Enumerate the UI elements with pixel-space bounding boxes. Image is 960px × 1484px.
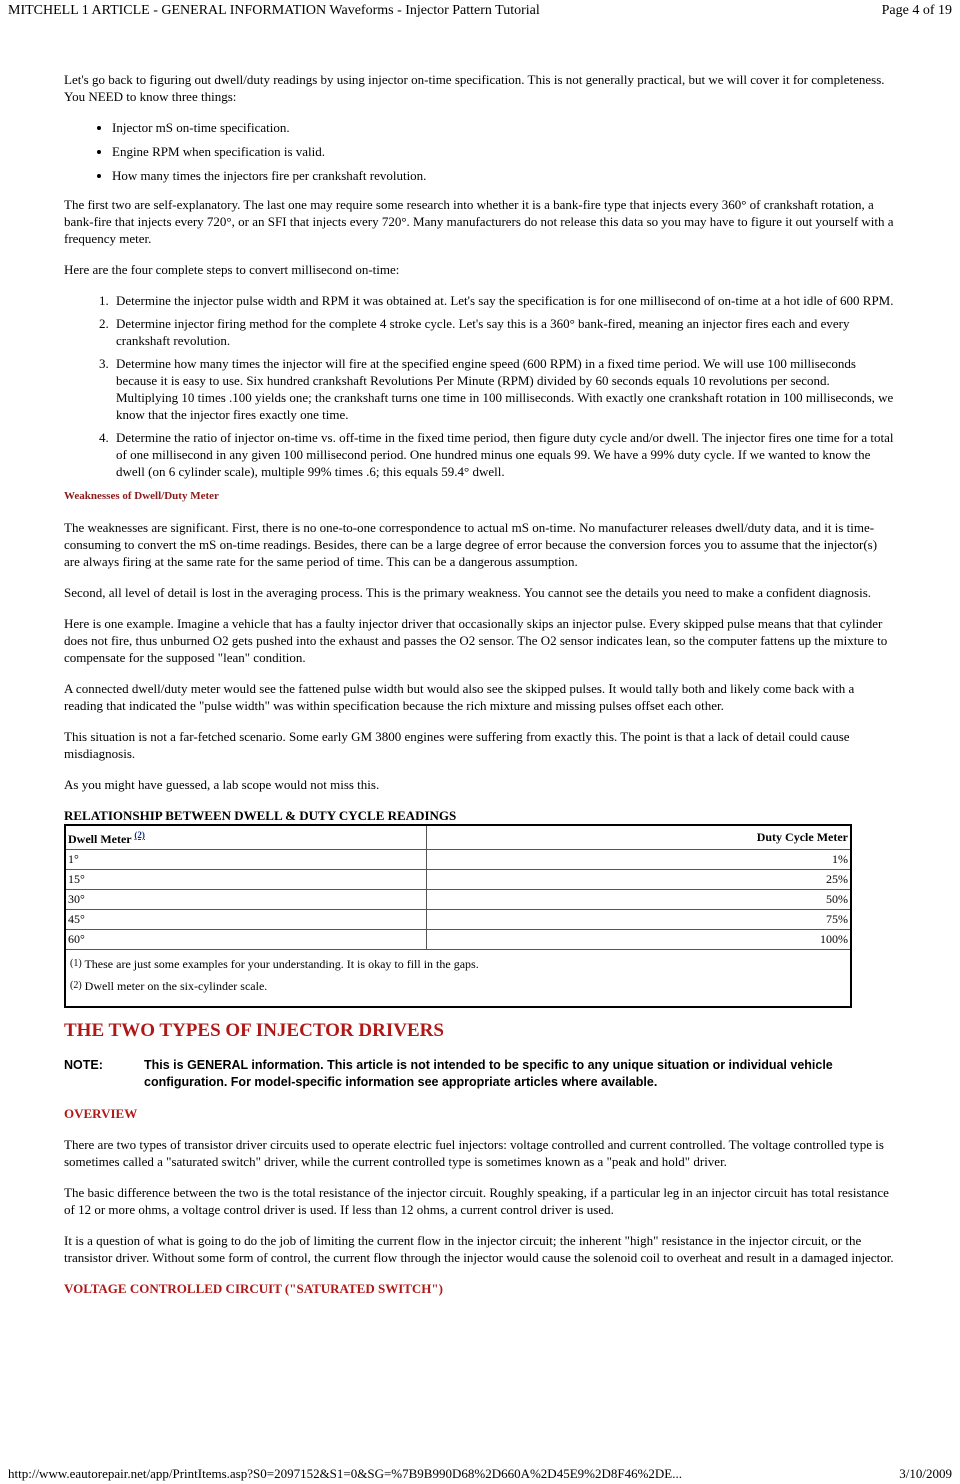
list-item: • Injector mS on-time specification.: [112, 119, 894, 136]
conversion-steps-list: [64, 292, 894, 480]
dwell-cell: 1°: [65, 850, 426, 870]
print-date: 3/10/2009: [899, 1466, 952, 1481]
overview-paragraph: The basic difference between the two is the total resistance of the injector circuit. Roughly speaking, if a particular leg in an injector circuit has total resistance of 12 or more ohms, a voltage control driver is used. If less than 12 ohms, a current control driver is used.: [64, 1185, 889, 1217]
source-url: http://www.eautorepair.net/app/PrintItems.asp?S0=2097152&S1=0&SG=%7B9B990D68%2D660A%2D45E9%2D8F46%2DE...: [8, 1466, 682, 1481]
note-box: [64, 1057, 894, 1091]
note-text: This is GENERAL information. This article is not intended to be specific to any unique situation or individual vehicle configuration. For model-specific information see appropriate articles where available.: [144, 1058, 833, 1089]
list-item: 2. Determine injector firing method for the complete 4 stroke cycle. Let's say this is a 360° bank-fired, meaning an injector fires each and every crankshaft revolution.: [112, 315, 894, 349]
dwell-cell: 30°: [65, 890, 426, 910]
weakness-paragraph: The weaknesses are significant. First, there is no one-to-one correspondence to actual mS on-time. No manufacturer releases dwell/duty data, and it is time-consuming to convert the mS on-time readings. Besides, there can be a large degree of error because the conversion forces you to assume that the injector(s) are always firing at the same rate for the same period of time. This can be a dangerous assumption.: [64, 520, 878, 569]
footnote: $^{(2)}$ Dwell meter on the six-cylinder scale.: [70, 979, 268, 993]
table-row: [65, 850, 851, 870]
explanatory-paragraph: The first two are self-explanatory. The last one may require some research into whether it is a bank-fire type that injects every 360° of crankshaft rotation, a bank-fire that injects every 720°, or an SFI that injects every 720°. Many manufacturers do not release this data so you may have to figure it out yourself with a frequency meter.: [64, 197, 894, 246]
table-row: [65, 890, 851, 910]
dwell-column-header: Dwell Meter $^{(2)}$: [65, 825, 426, 850]
table-header-row: [65, 825, 851, 850]
document-title: MITCHELL 1 ARTICLE - GENERAL INFORMATION Waveforms - Injector Pattern Tutorial: [8, 3, 540, 18]
duty-cell: 25%: [426, 870, 851, 890]
list-item: • Engine RPM when specification is valid.: [112, 143, 894, 160]
weakness-paragraph: Here is one example. Imagine a vehicle that has a faulty injector driver that occasionally skips an injector pulse. Every skipped pulse means that that cylinder does not fire, thus unburned O2 gets pushed into the exhaust and passes the O2 sensor. The O2 sensor indicates lean, so the computer fattens up the mixture to compensate for the supposed "lean" condition.: [64, 616, 888, 665]
table-footnotes: [65, 950, 851, 1008]
voltage-heading: VOLTAGE CONTROLLED CIRCUIT ("SATURATED SWITCH"): [64, 1281, 443, 1296]
weakness-paragraph: This situation is not a far-fetched scenario. Some early GM 3800 engines were suffering from exactly this. The point is that a lack of detail could cause misdiagnosis.: [64, 729, 850, 761]
list-item: 3. Determine how many times the injector will fire at the specified engine speed (600 RPM) in a fixed time period. We will use 100 milliseconds because it is easy to use. Six hundred crankshaft Revolutions Per Minute (RPM) divided by 60 seconds equals 10 revolutions per second. Multiplying 10 times .100 yields one; the crankshaft turns one time in 100 milliseconds. With exactly one crankshaft rotation in 100 milliseconds, we know that the injector fires exactly one time.: [112, 355, 894, 423]
table-row: [65, 870, 851, 890]
duty-cell: 100%: [426, 930, 851, 950]
footnote: $^{(1)}$ These are just some examples for your understanding. It is okay to fill in the gaps.: [70, 957, 479, 971]
weakness-paragraph: As you might have guessed, a lab scope would not miss this.: [64, 777, 380, 792]
dwell-cell: 45°: [65, 910, 426, 930]
page-header: [8, 3, 952, 21]
article-body: [64, 71, 894, 1311]
weakness-paragraph: A connected dwell/duty meter would see the fattened pulse width but would also see the skipped pulses. It would tally both and likely come back with a reading that indicated the "pulse width" was within specification because the rich mixture and missing pulses offset each other.: [64, 681, 855, 713]
steps-intro-paragraph: Here are the four complete steps to convert millisecond on-time:: [64, 262, 400, 277]
overview-paragraph: It is a question of what is going to do the job of limiting the current flow in the injector circuit; the inherent "high" resistance in the injector circuit, or the transistor driver. Without some form of control, the current flow through the injector would cause the solenoid coil to overheat and result in a damaged injector.: [64, 1233, 894, 1265]
list-item: 4. Determine the ratio of injector on-time vs. off-time in the fixed time period, then figure duty cycle and/or dwell. The injector fires one time for a total of one millisecond in any given 100 millisecond period. One hundred minus one equals 99. We have a 99% duty cycle. If we wanted to know the dwell (on 6 cylinder scale), multiple 99% times .6; this equals 59.4° dwell.: [112, 429, 894, 480]
page-footer: [8, 1466, 952, 1482]
page-number: Page 4 of 19: [881, 3, 952, 18]
weakness-heading: Weaknesses of Dwell/Duty Meter: [64, 490, 219, 502]
duty-cell: 1%: [426, 850, 851, 870]
requirements-list: [64, 119, 894, 184]
table-title: RELATIONSHIP BETWEEN DWELL & DUTY CYCLE READINGS: [64, 808, 457, 823]
footnote-link[interactable]: (2): [134, 830, 145, 840]
section-heading: THE TWO TYPES OF INJECTOR DRIVERS: [64, 1020, 444, 1041]
intro-paragraph: Let's go back to figuring out dwell/duty readings by using injector on-time specification. This is not generally practical, but we will cover it for completeness. You NEED to know three things:: [64, 72, 885, 104]
overview-paragraph: There are two types of transistor driver circuits used to operate electric fuel injectors: voltage controlled and current controlled. The voltage controlled type is sometimes called a "saturated switch" driver, while the current controlled type is sometimes known as a "peak and hold" driver.: [64, 1137, 884, 1169]
list-item: • How many times the injectors fire per crankshaft revolution.: [112, 167, 894, 184]
duty-column-header: Duty Cycle Meter: [426, 825, 851, 850]
table-footnotes-row: [65, 950, 851, 1008]
overview-heading: OVERVIEW: [64, 1106, 138, 1121]
weakness-paragraph: Second, all level of detail is lost in the averaging process. This is the primary weakness. You cannot see the details you need to make a confident diagnosis.: [64, 585, 872, 600]
dwell-cell: 60°: [65, 930, 426, 950]
list-item: 1. Determine the injector pulse width and RPM it was obtained at. Let's say the specification is for one millisecond of on-time at a hot idle of 600 RPM.: [112, 292, 894, 309]
duty-cell: 50%: [426, 890, 851, 910]
table-row: [65, 930, 851, 950]
duty-cell: 75%: [426, 910, 851, 930]
dwell-cell: 15°: [65, 870, 426, 890]
note-label: NOTE:: [64, 1058, 103, 1072]
dwell-duty-table: [64, 824, 852, 1008]
table-row: [65, 910, 851, 930]
